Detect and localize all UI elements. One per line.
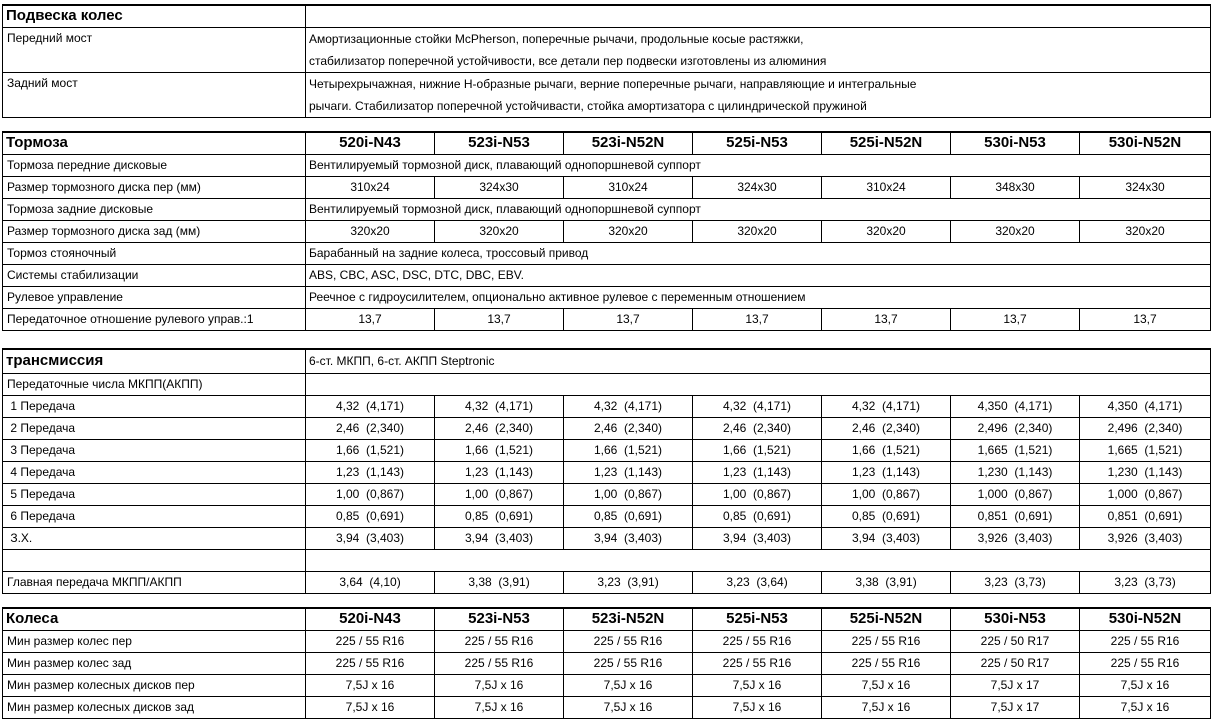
- table-cell: 3,94 (3,403): [564, 527, 693, 549]
- rear-tire-size-label: Мин размер колес зад: [3, 652, 306, 674]
- model-header: 520i-N43: [306, 132, 435, 154]
- table-cell: 7,5J x 16: [1080, 696, 1211, 718]
- table-cell: 3,94 (3,403): [435, 527, 564, 549]
- table-cell: 2,46 (2,340): [435, 417, 564, 439]
- table-cell: 2,496 (2,340): [951, 417, 1080, 439]
- table-cell: 2,46 (2,340): [306, 417, 435, 439]
- table-cell: 1,23 (1,143): [693, 461, 822, 483]
- table-cell: 1,00 (0,867): [822, 483, 951, 505]
- table-cell: 3,38 (3,91): [435, 571, 564, 593]
- table-cell: 13,7: [306, 308, 435, 330]
- front-axle-line-1: Амортизационные стойки McPherson, поперечные рычачи, продольные косые растяжки,: [309, 31, 804, 46]
- table-cell: 4,32 (4,171): [693, 395, 822, 417]
- table-cell: 324x30: [1080, 176, 1211, 198]
- gear-4-label: 4 Передача: [3, 461, 306, 483]
- table-cell: 13,7: [1080, 308, 1211, 330]
- table-cell: 320x20: [693, 220, 822, 242]
- table-cell: 320x20: [822, 220, 951, 242]
- rear-axle-label: Задний мост: [3, 72, 306, 117]
- table-cell: 7,5J x 17: [951, 696, 1080, 718]
- table-cell: 7,5J x 16: [822, 674, 951, 696]
- table-cell: 225 / 50 R17: [951, 630, 1080, 652]
- table-cell: 225 / 55 R16: [1080, 652, 1211, 674]
- table-cell: 225 / 55 R16: [435, 630, 564, 652]
- table-cell: 225 / 55 R16: [822, 630, 951, 652]
- table-cell: 13,7: [951, 308, 1080, 330]
- rear-axle-line-2: рычаги. Стабилизатор поперечной устойчивасти, стойка амортизатора с цилиндрической пружиной: [309, 98, 867, 113]
- table-cell: 4,32 (4,171): [822, 395, 951, 417]
- spacer-cell: [3, 549, 306, 571]
- table-cell: 3,94 (3,403): [822, 527, 951, 549]
- front-axle-line-2: стабилизатор поперечной устойчивости, все детали пер подвески изготовлены из алюминия: [309, 53, 827, 68]
- front-rim-size-label: Мин размер колесных дисков пер: [3, 674, 306, 696]
- front-tire-size-label: Мин размер колес пер: [3, 630, 306, 652]
- wheels-table: [2, 607, 1211, 719]
- reverse-gear-label: З.Х.: [3, 527, 306, 549]
- table-cell: 1,00 (0,867): [564, 483, 693, 505]
- table-cell: 310x24: [306, 176, 435, 198]
- rear-axle-description: [306, 72, 1211, 117]
- table-cell: 3,94 (3,403): [306, 527, 435, 549]
- table-cell: 0,85 (0,691): [564, 505, 693, 527]
- model-header: 523i-N52N: [564, 608, 693, 630]
- gear-6-label: 6 Передача: [3, 505, 306, 527]
- model-header: 523i-N53: [435, 608, 564, 630]
- wheels-title: Колеса: [3, 608, 306, 630]
- table-cell: 4,350 (4,171): [951, 395, 1080, 417]
- brakes-table: [2, 131, 1211, 331]
- front-axle-description: [306, 27, 1211, 72]
- table-cell: 3,94 (3,403): [693, 527, 822, 549]
- table-cell: 225 / 55 R16: [564, 652, 693, 674]
- table-cell: 225 / 55 R16: [693, 630, 822, 652]
- table-cell: 225 / 55 R16: [1080, 630, 1211, 652]
- table-cell: 1,66 (1,521): [564, 439, 693, 461]
- table-cell: 2,46 (2,340): [822, 417, 951, 439]
- gear-2-label: 2 Передача: [3, 417, 306, 439]
- table-cell: 2,46 (2,340): [693, 417, 822, 439]
- steering-text: Реечное с гидроусилителем, опционально активное рулевое с переменным отношением: [306, 286, 1211, 308]
- rear-brakes-text: Вентилируемый тормозной диск, плавающий однопоршневой суппорт: [306, 198, 1211, 220]
- table-cell: 320x20: [435, 220, 564, 242]
- front-brakes-label: Тормоза передние дисковые: [3, 154, 306, 176]
- table-cell: 320x20: [564, 220, 693, 242]
- transmission-type: 6-ст. МКПП, 6-ст. АКПП Steptronic: [306, 349, 1211, 373]
- model-header: 525i-N53: [693, 608, 822, 630]
- gear-ratios-label: Передаточные числа МКПП(АКПП): [3, 373, 306, 395]
- transmission-title: трансмиссия: [3, 349, 306, 373]
- rear-brakes-label: Тормоза задние дисковые: [3, 198, 306, 220]
- table-cell: 1,66 (1,521): [435, 439, 564, 461]
- table-cell: 1,00 (0,867): [306, 483, 435, 505]
- table-cell: 1,00 (0,867): [693, 483, 822, 505]
- table-cell: 225 / 55 R16: [822, 652, 951, 674]
- table-cell: 7,5J x 16: [822, 696, 951, 718]
- table-cell: 320x20: [306, 220, 435, 242]
- model-header: 523i-N52N: [564, 132, 693, 154]
- model-header: 523i-N53: [435, 132, 564, 154]
- table-cell: 2,46 (2,340): [564, 417, 693, 439]
- table-cell: 3,926 (3,403): [951, 527, 1080, 549]
- spacer-cell: [306, 549, 1211, 571]
- front-disc-size-label: Размер тормозного диска пер (мм): [3, 176, 306, 198]
- table-cell: 7,5J x 16: [564, 674, 693, 696]
- model-header: 530i-N53: [951, 132, 1080, 154]
- table-cell: 13,7: [693, 308, 822, 330]
- transmission-table: [2, 348, 1211, 594]
- rear-rim-size-label: Мин размер колесных дисков зад: [3, 696, 306, 718]
- table-cell: 1,23 (1,143): [435, 461, 564, 483]
- table-cell: 1,23 (1,143): [822, 461, 951, 483]
- table-cell: 1,230 (1,143): [1080, 461, 1211, 483]
- table-cell: 1,230 (1,143): [951, 461, 1080, 483]
- final-drive-label: Главная передача МКПП/АКПП: [3, 571, 306, 593]
- table-cell: 7,5J x 16: [693, 674, 822, 696]
- suspension-title: Подвеска колес: [3, 5, 306, 27]
- table-cell: 1,23 (1,143): [564, 461, 693, 483]
- table-cell: 1,23 (1,143): [306, 461, 435, 483]
- table-cell: 0,85 (0,691): [306, 505, 435, 527]
- table-cell: 7,5J x 17: [951, 674, 1080, 696]
- table-cell: 1,665 (1,521): [951, 439, 1080, 461]
- table-cell: 13,7: [564, 308, 693, 330]
- table-cell: 3,64 (4,10): [306, 571, 435, 593]
- rear-axle-line-1: Четырехрычажная, нижние H-образные рычаги, верние поперечные рычаги, направляющие и интегральные: [309, 76, 917, 91]
- gear-5-label: 5 Передача: [3, 483, 306, 505]
- table-cell: 1,000 (0,867): [951, 483, 1080, 505]
- gear-3-label: 3 Передача: [3, 439, 306, 461]
- model-header: 530i-N52N: [1080, 608, 1211, 630]
- stability-systems-label: Системы стабилизации: [3, 264, 306, 286]
- table-cell: 225 / 50 R17: [951, 652, 1080, 674]
- table-cell: 0,851 (0,691): [1080, 505, 1211, 527]
- table-cell: 7,5J x 16: [564, 696, 693, 718]
- table-cell: 225 / 55 R16: [564, 630, 693, 652]
- table-cell: 1,66 (1,521): [822, 439, 951, 461]
- table-cell: 7,5J x 16: [693, 696, 822, 718]
- suspension-table: [2, 4, 1211, 118]
- front-brakes-text: Вентилируемый тормозной диск, плавающий однопоршневой суппорт: [306, 154, 1211, 176]
- table-cell: 4,32 (4,171): [564, 395, 693, 417]
- rear-disc-size-label: Размер тормозного диска зад (мм): [3, 220, 306, 242]
- parking-brake-text: Барабанный на задние колеса, троссовый привод: [306, 242, 1211, 264]
- table-cell: 0,85 (0,691): [435, 505, 564, 527]
- brakes-title: Тормоза: [3, 132, 306, 154]
- table-cell: 225 / 55 R16: [306, 652, 435, 674]
- table-cell: 13,7: [822, 308, 951, 330]
- table-cell: 3,23 (3,64): [693, 571, 822, 593]
- table-cell: 1,66 (1,521): [306, 439, 435, 461]
- table-cell: 324x30: [435, 176, 564, 198]
- table-cell: 320x20: [951, 220, 1080, 242]
- model-header: 520i-N43: [306, 608, 435, 630]
- table-cell: 3,23 (3,73): [1080, 571, 1211, 593]
- gear-ratios-empty: [306, 373, 1211, 395]
- table-cell: 2,496 (2,340): [1080, 417, 1211, 439]
- table-cell: 310x24: [564, 176, 693, 198]
- table-cell: 7,5J x 16: [1080, 674, 1211, 696]
- model-header: 530i-N52N: [1080, 132, 1211, 154]
- table-cell: 7,5J x 16: [435, 674, 564, 696]
- table-cell: 1,00 (0,867): [435, 483, 564, 505]
- steering-ratio-label: Передаточное отношение рулевого управ.:1: [3, 308, 306, 330]
- table-cell: 225 / 55 R16: [435, 652, 564, 674]
- table-cell: 4,350 (4,171): [1080, 395, 1211, 417]
- table-cell: 7,5J x 16: [306, 696, 435, 718]
- table-cell: 0,851 (0,691): [951, 505, 1080, 527]
- parking-brake-label: Тормоз стояночный: [3, 242, 306, 264]
- front-axle-label: Передний мост: [3, 27, 306, 72]
- table-cell: 13,7: [435, 308, 564, 330]
- table-cell: 3,926 (3,403): [1080, 527, 1211, 549]
- steering-label: Рулевое управление: [3, 286, 306, 308]
- model-header: 525i-N52N: [822, 132, 951, 154]
- table-cell: 4,32 (4,171): [435, 395, 564, 417]
- table-cell: 7,5J x 16: [435, 696, 564, 718]
- table-cell: 324x30: [693, 176, 822, 198]
- table-cell: 1,665 (1,521): [1080, 439, 1211, 461]
- table-cell: 4,32 (4,171): [306, 395, 435, 417]
- table-cell: 3,23 (3,91): [564, 571, 693, 593]
- suspension-title-empty: [306, 5, 1211, 27]
- model-header: 525i-N53: [693, 132, 822, 154]
- table-cell: 1,000 (0,867): [1080, 483, 1211, 505]
- table-cell: 0,85 (0,691): [693, 505, 822, 527]
- model-header: 530i-N53: [951, 608, 1080, 630]
- table-cell: 348x30: [951, 176, 1080, 198]
- gear-1-label: 1 Передача: [3, 395, 306, 417]
- table-cell: 3,38 (3,91): [822, 571, 951, 593]
- table-cell: 225 / 55 R16: [693, 652, 822, 674]
- stability-systems-text: ABS, CBC, ASC, DSC, DTC, DBC, EBV.: [306, 264, 1211, 286]
- table-cell: 1,66 (1,521): [693, 439, 822, 461]
- table-cell: 320x20: [1080, 220, 1211, 242]
- table-cell: 3,23 (3,73): [951, 571, 1080, 593]
- table-cell: 7,5J x 16: [306, 674, 435, 696]
- table-cell: 225 / 55 R16: [306, 630, 435, 652]
- table-cell: 0,85 (0,691): [822, 505, 951, 527]
- table-cell: 310x24: [822, 176, 951, 198]
- model-header: 525i-N52N: [822, 608, 951, 630]
